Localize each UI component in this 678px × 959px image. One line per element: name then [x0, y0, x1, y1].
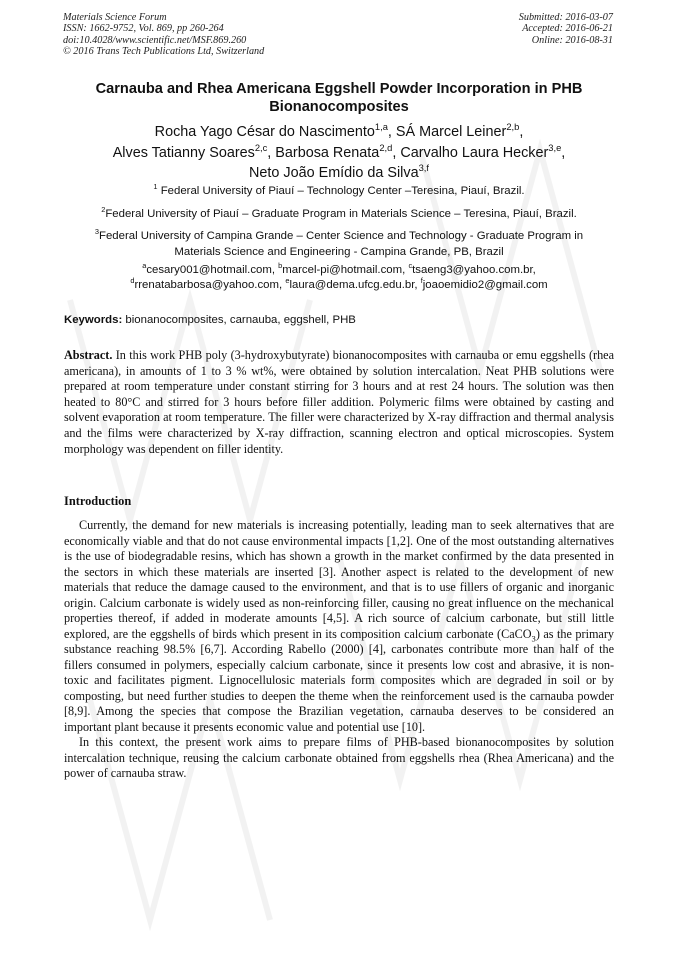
subscript: 3: [531, 632, 536, 643]
keywords-line: [64, 313, 614, 328]
abstract-text: In this work PHB poly (3-hydroxybutyrate) bionanocomposites with carnauba or emu eggshells (rhea americana), in amounts of 1 to 3 % wt%, were obtained by solution intercalation. Neat PHB solutions were prepared at room temperature under constant stirring for 3 hours and at rest 24 hours. The solution was then heated to 80°C and stirred for 3 hours before filler addition. Polymeric films were obtained by casting and solvent evaporation at room temperature. The filler were characterized by X-ray diffraction and thermal analysis and the films were characterized by X-ray diffraction, scanning electron and optical microscopies. System morphology was dependent on filler identity.: [64, 348, 615, 456]
journal-info: [63, 12, 264, 58]
author-name: Barbosa Renata: [275, 144, 380, 161]
affiliation-number: 3: [94, 227, 99, 237]
paper-title: [40, 80, 638, 116]
submitted-date: Submitted: 2016-03-07: [518, 12, 613, 23]
author-superscript: 2,b: [506, 122, 520, 133]
author-name: Carvalho Laura Hecker: [400, 144, 549, 161]
affiliation-text: Federal University of Piauí – Technology Center –Teresina, Piauí, Brazil.: [160, 185, 525, 197]
journal-name: Materials Science Forum: [63, 12, 167, 23]
affiliation-number: 1: [153, 182, 158, 192]
author-superscript: 2,c: [254, 142, 268, 153]
author-superscript: 3,f: [418, 163, 429, 174]
paragraph-text: Currently, the demand for new materials is increasing potentially, leading man to seek alternatives that are economically viable and that do not cause environmental impacts [1,2]. One of the most outstanding alternatives is the use of biodegradable resins, which has shown a growth in the market confirmed by the data presented in the sectors in which these materials are inserted [3]. Another aspect is related to the development of new materials that reduce the damage caused to the environment, and that is to use fillers of organic and inorganic origin. Calcium carbonate is widely used as non-reinforcing filler, causing no great influence on the mechanical properties thereof, if added in moderate amounts [4,5]. A rich source of calcium carbonate, but still little explored, are the eggshells of birds which present in its composition calcium carbonate (CaCO: [64, 518, 614, 641]
affiliation-text: Federal University of Campina Grande – Center Science and Technology - Graduate Program in: [98, 230, 584, 242]
author-name: Alves Tatianny Soares: [112, 144, 255, 161]
author-list: Rocha Yago César do Nascimento$^{1,a}$, SÁ Marcel Leiner$^{2,b}$, Alves Tatianny Soares$^{2,c}$, Barbosa Renata$^{2,d}$, Carvalho Laura Hecker$^{3,e}$, Neto João Emídio da Silva$^{3,f}$: [112, 122, 566, 181]
email-address: joaoemidio2@gmail.com: [422, 279, 548, 292]
email-superscript: a: [142, 261, 147, 271]
paragraph-text: ) as the primary substance reaching 98.5% [6,7]. According Rabello (2000) [4], carbonates contribute more than half of the fillers consumed in polymers, especially calcium carbonate, since it presents low cost and abrasive, it is non-toxic and facilitates pigment. Lignocellulosic materials form composites which are degraded in soil or by composting, but need further studies to deepen the theme when the reinforcement used is the carnauba powder [8,9]. Among the species that compose the Brazilian vegetation, carnauba deserves to be considered an important plant because it presents economic value and potential use [10].: [64, 626, 614, 734]
email-superscript: e: [285, 276, 290, 286]
email-address: cesary001@hotmail.com,: [146, 264, 275, 276]
email-list: [40, 263, 638, 293]
copyright-line: © 2016 Trans Tech Publications Ltd, Switzerland: [63, 46, 265, 58]
title-line-1: Carnauba and Rhea Americana Eggshell Powder Incorporation in PHB: [95, 81, 583, 97]
introduction-heading: Introduction: [64, 494, 132, 508]
introduction-body: [64, 518, 614, 782]
keywords-label: Keywords:: [64, 314, 123, 326]
affiliation-number: 2: [101, 205, 106, 215]
title-line-2: Bionanocomposites: [269, 99, 409, 115]
email-address: rrenatabarbosa@yahoo.com,: [134, 279, 283, 292]
issn-line: ISSN: 1662-9752, Vol. 869, pp 260-264: [63, 23, 224, 35]
introduction-paragraph-2: In this context, the present work aims to prepare films of PHB-based bionanocomposites by solution intercalation technique, reusing the calcium carbonate obtained from eggshells rhea (Rhea Americana) and the power of carnauba straw.: [64, 735, 614, 780]
doi-line: doi:10.4028/www.scientific.net/MSF.869.260: [63, 34, 247, 46]
author-superscript: 3,e: [548, 142, 562, 153]
author-superscript: 2,d: [379, 142, 393, 153]
submission-dates: [519, 12, 613, 46]
affiliation-2: [50, 207, 628, 223]
email-address: tsaeng3@yahoo.com.br,: [412, 264, 536, 276]
email-superscript: d: [130, 276, 135, 286]
email-superscript: c: [408, 261, 413, 271]
affiliation-text: Federal University of Piauí – Graduate Program in Materials Science – Teresina, Piauí, Brazil.: [105, 208, 577, 220]
abstract-label: Abstract.: [64, 348, 113, 362]
abstract-paragraph: [64, 348, 614, 457]
online-date: Online: 2016-08-31: [531, 34, 613, 46]
email-superscript: b: [278, 261, 283, 271]
keywords-text: bionanocomposites, carnauba, eggshell, PHB: [125, 314, 356, 326]
introduction-paragraph-1: [64, 518, 614, 735]
accepted-date: Accepted: 2016-06-21: [522, 23, 613, 35]
author-name: Rocha Yago César do Nascimento: [154, 124, 375, 140]
affiliation-1: [50, 184, 628, 200]
author-name: SÁ Marcel Leiner: [395, 124, 507, 140]
email-address: marcel-pi@hotmail.com,: [282, 264, 406, 276]
author-superscript: 1,a: [374, 122, 388, 133]
email-address: laura@dema.ufcg.edu.br,: [289, 279, 418, 292]
author-name: Neto João Emídio da Silva: [249, 165, 419, 181]
email-superscript: f: [420, 276, 423, 286]
affiliation-3: [50, 229, 628, 260]
affiliation-text: Materials Science and Engineering - Campina Grande, PB, Brazil: [174, 245, 504, 258]
